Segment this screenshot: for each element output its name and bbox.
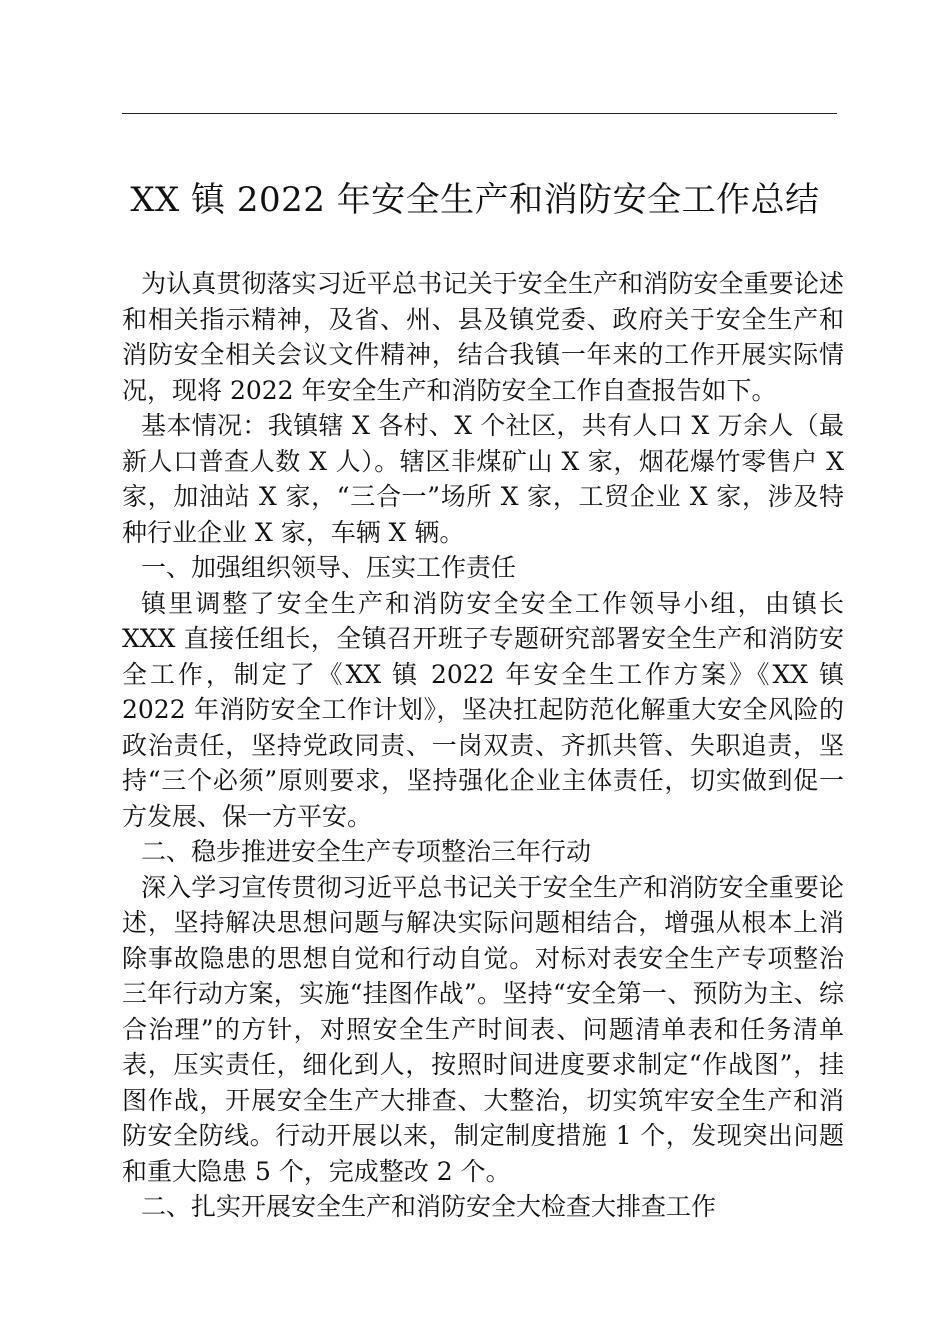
section-2-paragraph: 深入学习宣传贯彻习近平总书记关于安全生产和消防安全重要论述，坚持解决思想问题与解决实际问题相结合，增强从根本上消除事故隐患的思想自觉和行动自觉。对标对表安全生产专项整治三年行动方案，实施“挂图作战”。坚持“安全第一、预防为主、综合治理”的方针，对照安全生产时间表、问题清单表和任务清单表，压实责任，细化到人，按照时间进度要求制定“作战图”，挂图作战，开展安全生产大排查、大整治，切实筑牢安全生产和消防安全防线。行动开展以来，制定制度措施 1 个，发现突出问题和重大隐患 5 个，完成整改 2 个。 (122, 872, 844, 1186)
document-title: XX 镇 2022 年安全生产和消防安全工作总结 (130, 180, 820, 220)
section-heading-1: 一、加强组织领导、压实工作责任 (141, 553, 517, 582)
section-heading-2: 二、稳步推进安全生产专项整治三年行动 (141, 837, 592, 866)
header-divider (122, 113, 837, 114)
basic-info-paragraph: 基本情况：我镇辖 X 各村、X 个社区，共有人口 X 万余人（最新人口普查人数 X 人）。辖区非煤矿山 X 家，烟花爆竹零售户 X 家，加油站 X 家，“三合一”场所 X 家，工贸企业 X 家，涉及特种行业企业 X 家，车辆 X 辆。 (122, 411, 844, 547)
document-body (122, 266, 844, 1225)
section-heading-3: 二、扎实开展安全生产和消防安全大检查大排查工作 (141, 1192, 717, 1221)
section-1-paragraph: 镇里调整了安全生产和消防安全安全工作领导小组，由镇长 XXX 直接任组长，全镇召开班子专题研究部署安全生产和消防安全工作，制定了《XX 镇 2022 年安全生工作方案》《XX 镇 2022 年消防安全工作计划》，坚决扛起防范化解重大安全风险的政治责任，坚持党政同责、一岗双责、齐抓共管、失职追责，坚持“三个必须”原则要求，坚持强化企业主体责任，切实做到促一方发展、保一方平安。 (122, 588, 844, 831)
intro-paragraph: 为认真贯彻落实习近平总书记关于安全生产和消防安全重要论述和相关指示精神，及省、州、县及镇党委、政府关于安全生产和消防安全相关会议文件精神，结合我镇一年来的工作开展实际情况，现将 2022 年安全生产和消防安全工作自查报告如下。 (122, 269, 844, 405)
